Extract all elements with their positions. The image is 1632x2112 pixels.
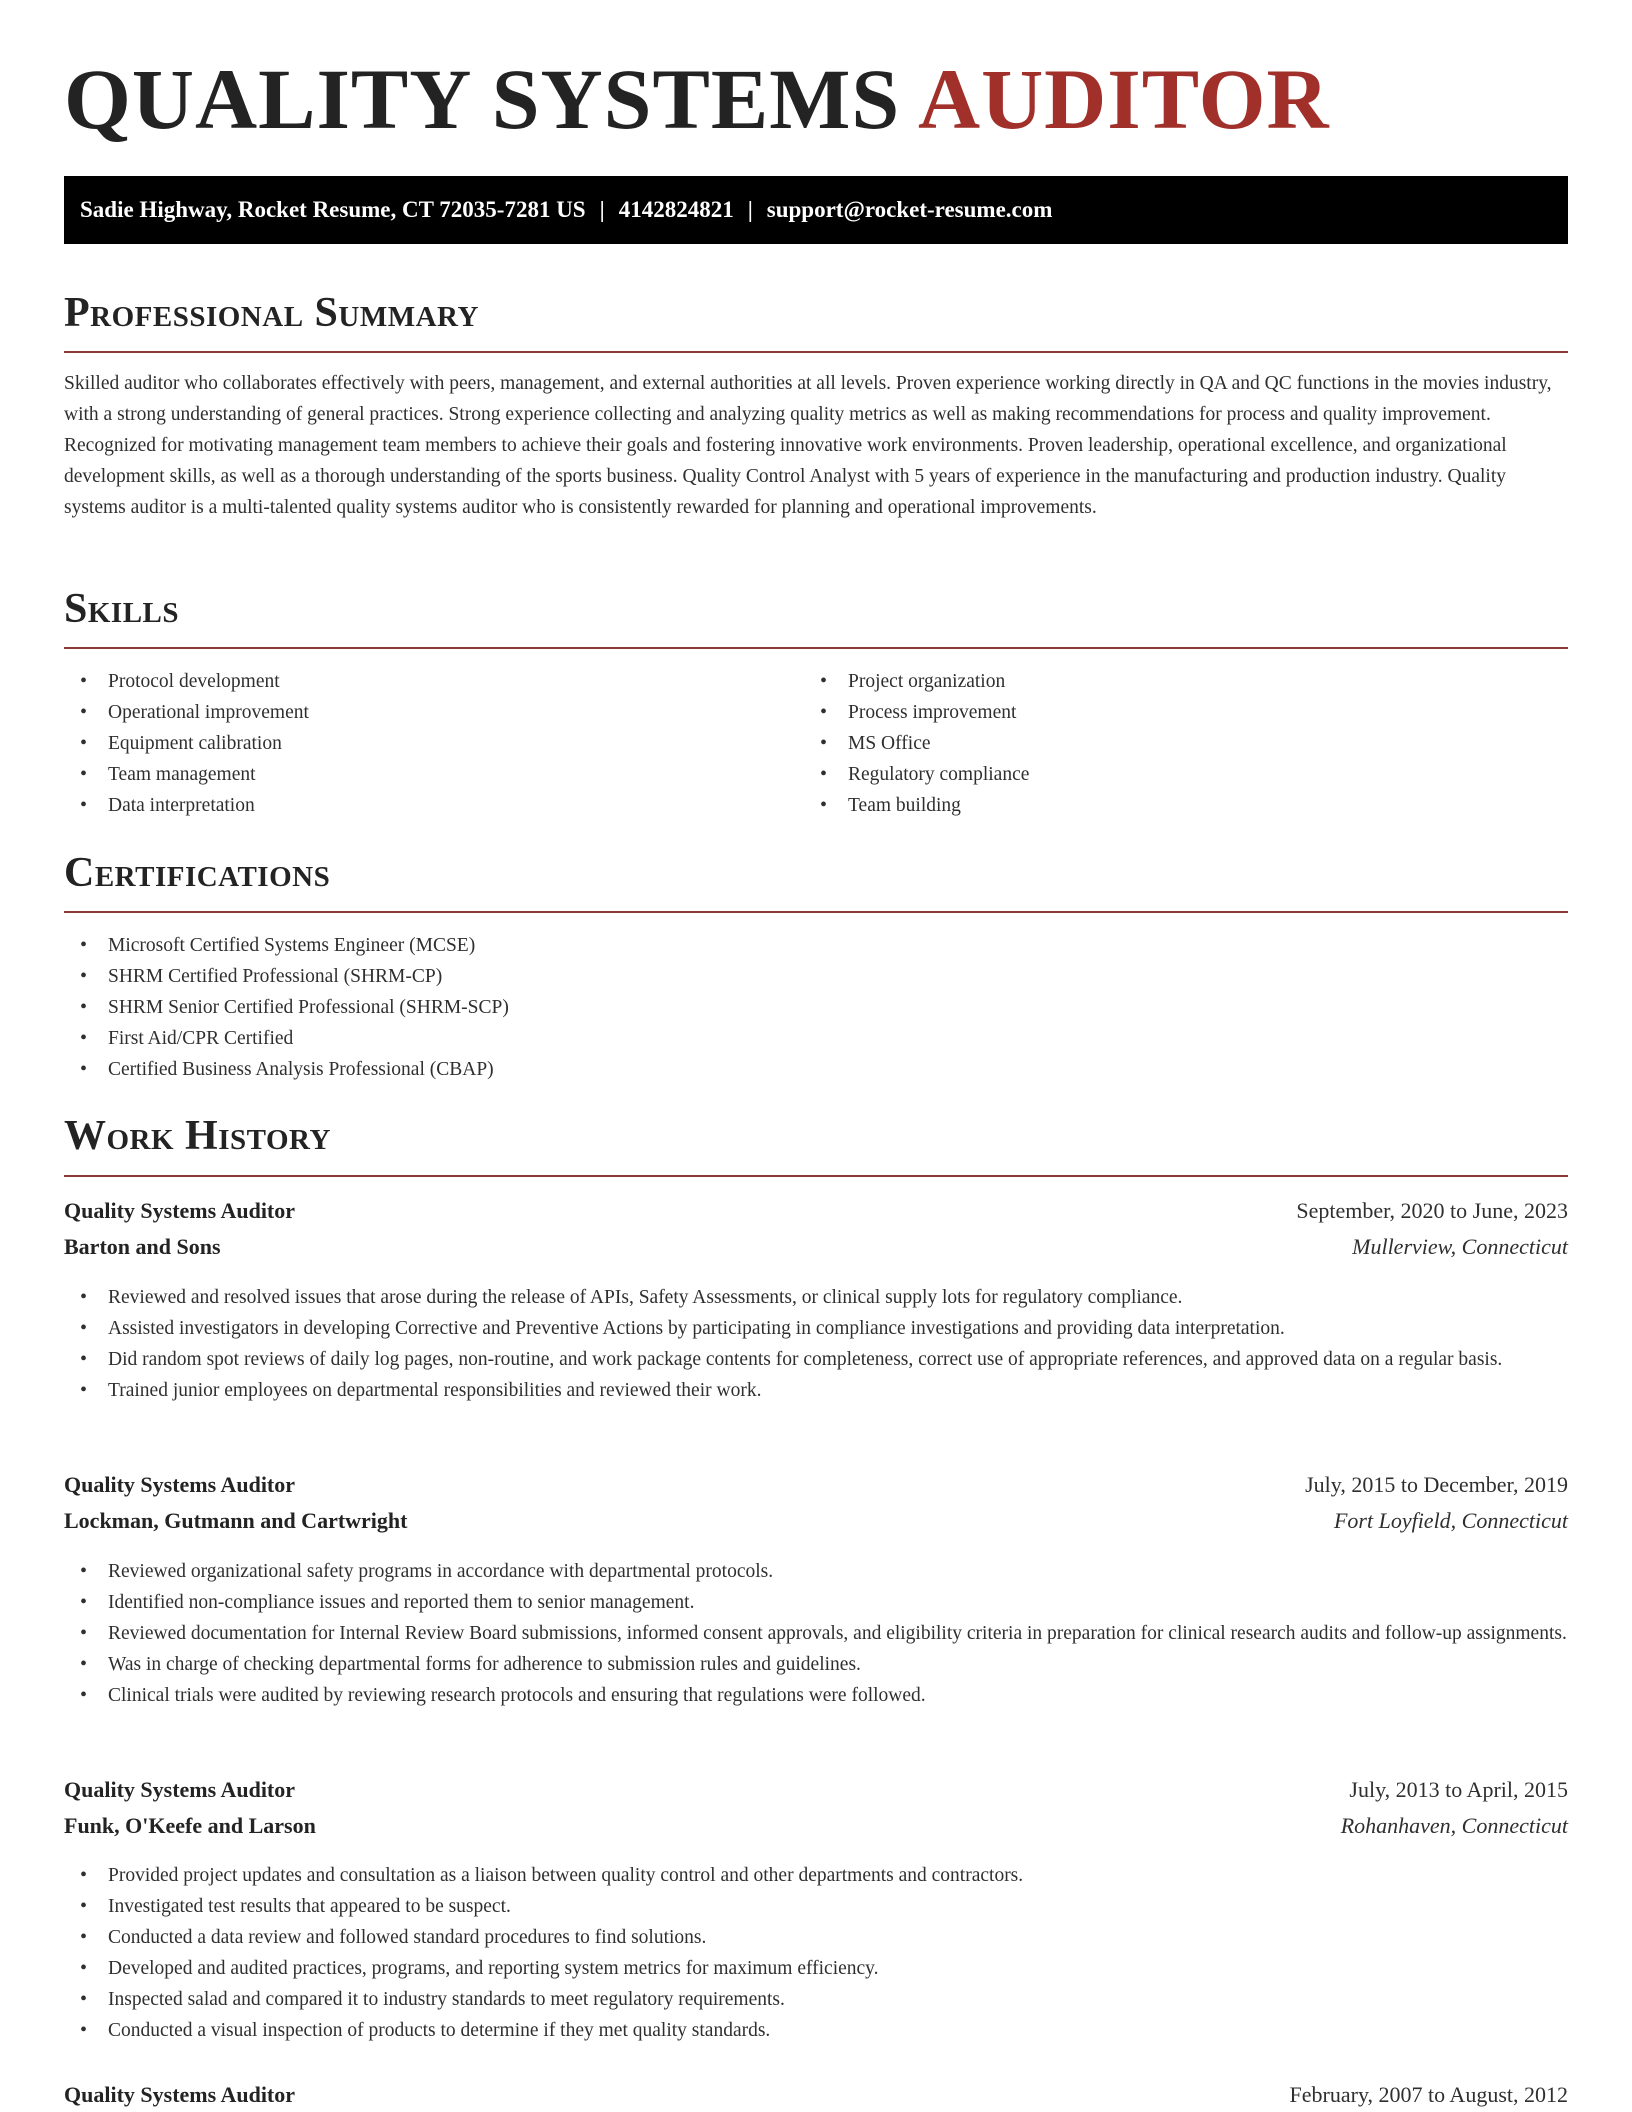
- skills-list-left: [64, 666, 804, 821]
- job-bullet: • Inspected salad and compared it to industry standards to meet regulatory requirements.: [64, 1984, 1568, 2015]
- job-bullets: [64, 1282, 1568, 1406]
- job-bullet: • Provided project updates and consultation as a liaison between quality control and other departments and contractors.: [64, 1860, 1568, 1891]
- section-title-certifications: Certifications: [64, 850, 331, 896]
- section-divider: [64, 1175, 1568, 1177]
- job-title: Quality Systems Auditor: [64, 2082, 296, 2107]
- job-dates: September, 2020 to June, 2023: [1296, 1198, 1568, 1223]
- job-bullet: • Investigated test results that appeared to be suspect.: [64, 1891, 1568, 1922]
- job-company: Lockman, Gutmann and Cartwright: [64, 1508, 408, 1533]
- job-bullet: • Conducted a data review and followed standard procedures to find solutions.: [64, 1922, 1568, 1953]
- job-bullet: • Clinical trials were audited by reviewing research protocols and ensuring that regulations were followed.: [64, 1680, 1568, 1711]
- skill-item: • Equipment calibration: [64, 728, 804, 759]
- job-location: Fort Loyfield, Connecticut: [1333, 1508, 1568, 1533]
- name-main: QUALITY SYSTEMS: [64, 51, 901, 147]
- job-bullet: • Identified non-compliance issues and reported them to senior management.: [64, 1587, 1568, 1618]
- job-dates: February, 2007 to August, 2012: [1289, 2082, 1568, 2107]
- skill-item: • Team management: [64, 759, 804, 790]
- skill-item: • Project organization: [804, 666, 1568, 697]
- skill-item: • MS Office: [804, 728, 1568, 759]
- job-bullet: • Reviewed organizational safety programs in accordance with departmental protocols.: [64, 1556, 1568, 1587]
- skill-item: • Operational improvement: [64, 697, 804, 728]
- certification-item: • SHRM Senior Certified Professional (SHRM-SCP): [64, 992, 1568, 1023]
- job-bullet: • Reviewed and resolved issues that arose during the release of APIs, Safety Assessments, or clinical supply lots for regulatory compliance.: [64, 1282, 1568, 1313]
- job-bullet: • Conducted a visual inspection of products to determine if they met quality standards.: [64, 2015, 1568, 2046]
- section-title-skills: Skills: [64, 586, 180, 632]
- job-dates: July, 2013 to April, 2015: [1349, 1777, 1568, 1802]
- job-company: Funk, O'Keefe and Larson: [64, 1813, 316, 1838]
- section-title-work-history: Work History: [64, 1113, 331, 1159]
- certification-item: • Microsoft Certified Systems Engineer (MCSE): [64, 930, 1568, 961]
- certification-item: • SHRM Certified Professional (SHRM-CP): [64, 961, 1568, 992]
- job-location: Mullerview, Connecticut: [1352, 1234, 1568, 1259]
- job-title: Quality Systems Auditor: [64, 1198, 296, 1223]
- contact-phone[interactable]: 4142824821: [618, 197, 734, 222]
- job-title: Quality Systems Auditor: [64, 1777, 296, 1802]
- section-divider: [64, 911, 1568, 913]
- certification-item: • First Aid/CPR Certified: [64, 1023, 1568, 1054]
- section-divider: [64, 647, 1568, 649]
- job-bullets: [64, 1556, 1568, 1711]
- skill-item: • Process improvement: [804, 697, 1568, 728]
- job-bullet: • Reviewed documentation for Internal Review Board submissions, informed consent approvals, and eligibility criteria in preparation for clinical research audits and follow-up assignments.: [64, 1618, 1568, 1649]
- resume-name-heading: [64, 51, 1330, 147]
- name-accent: AUDITOR: [917, 51, 1330, 147]
- certification-item: • Certified Business Analysis Professional (CBAP): [64, 1054, 1568, 1085]
- skill-item: • Protocol development: [64, 666, 804, 697]
- contact-bar: [64, 176, 1568, 244]
- contact-separator: |: [599, 197, 605, 222]
- skill-item: • Regulatory compliance: [804, 759, 1568, 790]
- skill-item: • Data interpretation: [64, 790, 804, 821]
- skill-item: • Team building: [804, 790, 1568, 821]
- job-bullet: • Trained junior employees on departmental responsibilities and reviewed their work.: [64, 1375, 1568, 1406]
- job-bullet: • Did random spot reviews of daily log pages, non-routine, and work package contents for completeness, correct use of appropriate references, and approved data on a regular basis.: [64, 1344, 1568, 1375]
- job-bullet: • Was in charge of checking departmental forms for adherence to submission rules and guidelines.: [64, 1649, 1568, 1680]
- job-bullet: • Developed and audited practices, programs, and reporting system metrics for maximum efficiency.: [64, 1953, 1568, 1984]
- contact-email[interactable]: support@rocket-resume.com: [766, 197, 1053, 222]
- job-dates: July, 2015 to December, 2019: [1305, 1472, 1568, 1497]
- section-title-summary: Professional Summary: [64, 290, 479, 336]
- job-location: Rohanhaven, Connecticut: [1340, 1813, 1568, 1838]
- skills-list-right: [804, 666, 1568, 821]
- job-bullet: • Assisted investigators in developing Corrective and Preventive Actions by participating in compliance investigations and providing data interpretation.: [64, 1313, 1568, 1344]
- job-bullets: [64, 1860, 1568, 2046]
- contact-separator: |: [747, 197, 753, 222]
- job-company: Barton and Sons: [64, 1234, 221, 1259]
- contact-address: Sadie Highway, Rocket Resume, CT 72035-7281 US: [80, 197, 586, 222]
- certifications-list: [64, 930, 1568, 1085]
- job-title: Quality Systems Auditor: [64, 1472, 296, 1497]
- summary-text: Skilled auditor who collaborates effectively with peers, management, and external authorities at all levels. Proven experience working directly in QA and QC functions in the movies industry, with a strong understanding of general practices. Strong experience collecting and analyzing quality metrics as well as making recommendations for process and quality improvement. Recognized for motivating management team members to achieve their goals and fostering innovative work environments. Proven leadership, operational excellence, and organizational development skills, as well as a thorough understanding of the sports business. Quality Control Analyst with 5 years of experience in the manufacturing and production industry. Quality systems auditor is a multi-talented quality systems auditor who is consistently rewarded for planning and operational improvements.: [64, 373, 1552, 518]
- section-divider: [64, 351, 1568, 353]
